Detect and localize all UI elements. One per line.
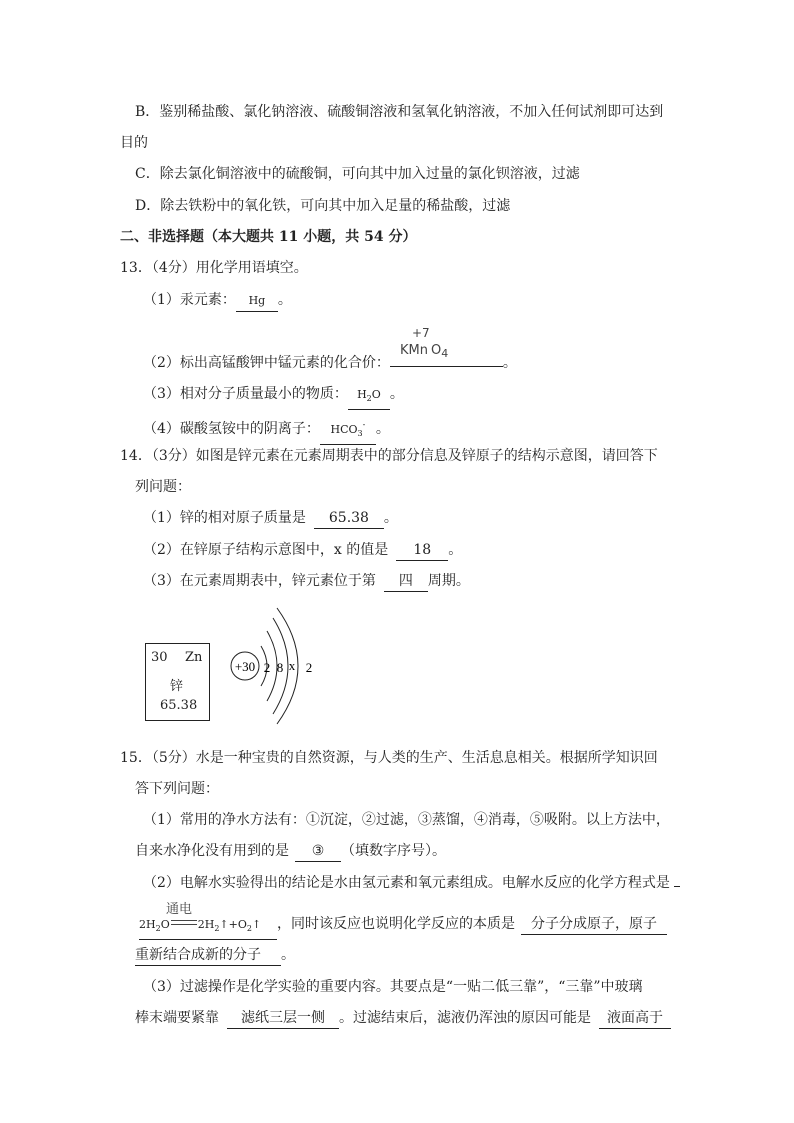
q14-part3-suffix: 周期。 — [427, 573, 470, 589]
q15-stem-line1: 15．（5分）水是一种宝贵的自然资源，与人类的生产、生活息息相关。根据所学知识回 — [120, 750, 658, 766]
q15-part1-line2 — [135, 841, 446, 862]
q15-part2-end: 。 — [281, 947, 295, 963]
q13-part2-formula — [400, 343, 448, 360]
shell-electrons-2: 8 — [276, 660, 284, 675]
q15-part2-blank-start — [674, 886, 680, 887]
nucleus-charge: +30 — [234, 659, 256, 674]
q13-end-mark: 。 — [375, 421, 390, 437]
q14-part1 — [143, 508, 398, 529]
element-symbol: Zn — [185, 650, 203, 665]
q13-formula-sub: 4 — [441, 347, 449, 360]
q15-part3-text-a: 棒末端要紧靠 — [135, 1010, 219, 1026]
element-atomic-number: 30 — [151, 650, 168, 665]
q15-part2-middle: ，同时该反应也说明化学反应的本质是 — [277, 916, 515, 932]
q13-part1-label: （1）汞元素： — [143, 292, 236, 308]
q15-part2-line3 — [135, 945, 295, 966]
eq-equals-bar — [171, 920, 197, 925]
q15-part3-line2 — [135, 1008, 671, 1029]
q13-part4-answer: $HCO_3^-$ — [320, 415, 376, 445]
q15-part2-text: （2）电解水实验得出的结论是水由氢元素和氧元素组成。电解水反应的化学方程式是 — [143, 875, 670, 891]
q14-stem-line1: 14．（3分）如图是锌元素在元素周期表中的部分信息及锌原子的结构示意图，请回答下 — [120, 448, 658, 464]
q12-option-d: D．除去铁粉中的氧化铁，可向其中加入足量的稀盐酸，过滤 — [135, 198, 511, 214]
q14-part2-answer: 18 — [396, 540, 448, 561]
q13-part3-label: （3）相对分子质量最小的物质： — [143, 386, 348, 402]
q15-part2-answer-a: 分子分成原子，原子 — [521, 914, 667, 935]
q14-part3-answer: 四 — [384, 571, 428, 592]
q15-part1-answer: ③ — [295, 841, 341, 862]
q15-part1-text: 自来水净化没有用到的是 — [135, 843, 289, 859]
q15-part2-line2 — [139, 914, 667, 940]
q13-end-mark: 。 — [383, 510, 398, 526]
q15-equation-condition: 通电 — [166, 902, 193, 917]
q13-part2 — [143, 350, 517, 373]
q15-part1-hint: （填数字序号）。 — [341, 843, 446, 859]
q13-part1-answer: Hg — [236, 290, 278, 312]
element-atomic-mass: 65.38 — [160, 698, 198, 713]
element-name: 锌 — [170, 679, 184, 694]
shell-electrons-4: 2 — [305, 660, 313, 675]
q15-stem-line2: 答下列问题： — [135, 781, 219, 797]
periodic-table-cell — [145, 643, 210, 721]
q13-end-mark: 。 — [389, 386, 404, 402]
q13-stem: 13．（4分）用化学用语填空。 — [120, 260, 308, 276]
q15-equation-answer — [139, 914, 277, 940]
q14-part3-label: （3）在元素周期表中，锌元素位于第 — [143, 573, 376, 589]
q14-part2-label: （2）在锌原子结构示意图中，x 的值是 — [143, 542, 389, 558]
q13-part4-label: （4）碳酸氢铵中的阴离子： — [143, 421, 320, 437]
q12-option-c: C．除去氯化铜溶液中的硫酸铜，可向其中加入过量的氯化钡溶液，过滤 — [135, 166, 580, 182]
q14-part1-answer: 65.38 — [314, 508, 384, 529]
eq-products: $2H_2↑+O_2↑$ — [197, 918, 262, 933]
q12-option-b-line1: B．鉴别稀盐酸、氯化钠溶液、硫酸铜溶液和氢氧化钠溶液，不加入任何试剂即可达到 — [135, 104, 664, 120]
q14-part2 — [143, 540, 462, 561]
section-heading: 二、非选择题（本大题共 11 小题，共 54 分） — [120, 229, 417, 245]
q12-option-b-line2: 目的 — [120, 135, 148, 151]
q13-formula-kmn: KMn — [400, 343, 428, 358]
q13-part3-answer: $H_2O$ — [348, 385, 390, 410]
q13-part2-valence: +7 — [412, 326, 430, 340]
q13-formula-o: O — [430, 343, 442, 358]
q15-part1-line1: （1）常用的净水方法有：①沉淀，②过滤，③蒸馏，④消毒，⑤吸附。以上方法中， — [143, 812, 670, 828]
q14-part1-label: （1）锌的相对原子质量是 — [143, 510, 306, 526]
q15-part3-text-b: 。过滤结束后，滤液仍浑浊的原因可能是 — [339, 1010, 591, 1026]
q15-part3-answer1: 滤纸三层一侧 — [227, 1008, 339, 1029]
q13-part3 — [143, 384, 404, 410]
shell-electrons-3: x — [288, 658, 296, 673]
q15-part3-line1: （3）过滤操作是化学实验的重要内容。其要点是“一贴二低三靠”，“三靠”中玻璃 — [143, 979, 643, 995]
q13-part4 — [143, 415, 390, 445]
shell-electrons-1: 2 — [263, 660, 271, 675]
q14-part3 — [143, 571, 470, 592]
q15-part2-answer-b: 重新结合成新的分子 — [135, 945, 281, 966]
q13-part2-label: （2）标出高锰酸钾中锰元素的化合价： — [143, 355, 390, 371]
q14-stem-line2: 列问题： — [135, 479, 191, 495]
eq-reactant: $2H_2O$ — [139, 918, 170, 933]
q13-end-mark: 。 — [448, 542, 463, 558]
q13-end-mark: 。 — [502, 355, 517, 371]
q15-part3-answer2: 液面高于 — [599, 1008, 671, 1029]
q13-end-mark: 。 — [277, 292, 292, 308]
zinc-atom-diagram — [225, 606, 345, 726]
q15-part2-line1 — [143, 873, 680, 893]
q13-part1 — [143, 290, 292, 312]
